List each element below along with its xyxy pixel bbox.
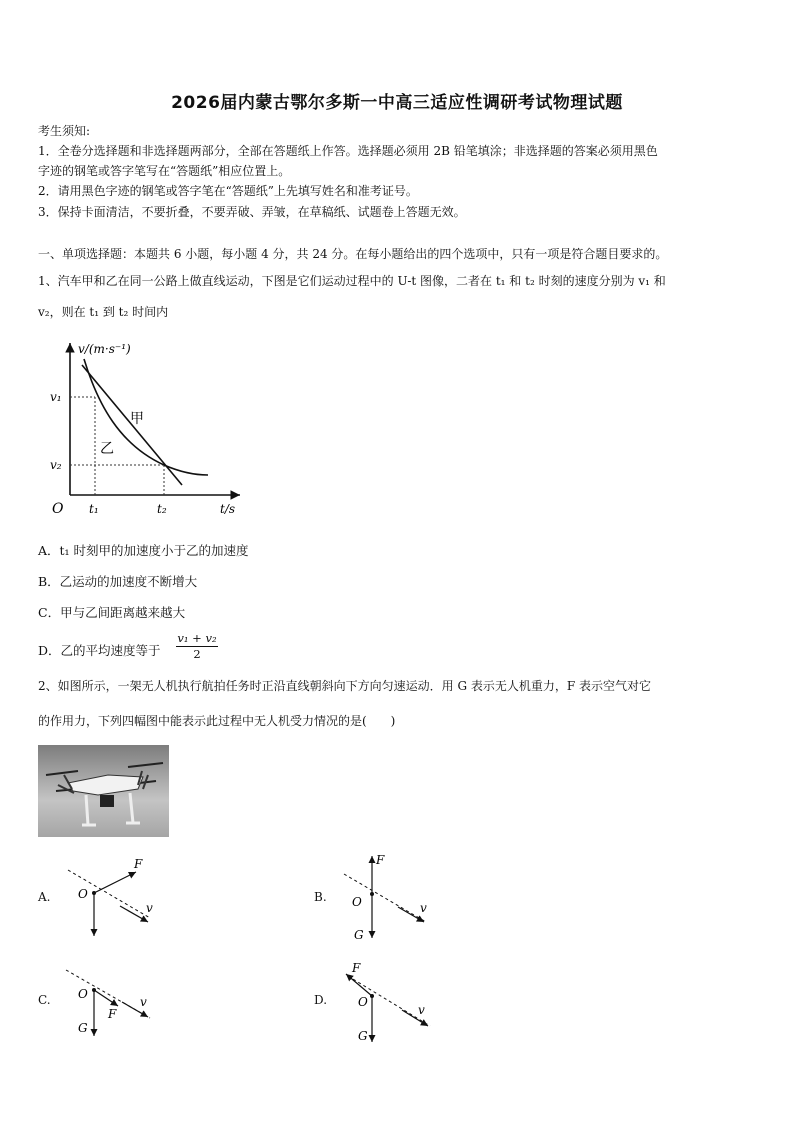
q1-stem-line1: 1、汽车甲和乙在同一公路上做直线运动，下图是它们运动过程中的 U-t 图像，二者在 t₁ 和 t₂ 时刻的速度分别为 v₁ 和 xyxy=(38,274,666,288)
fraction-denominator: 2 xyxy=(193,647,201,661)
diagram-a xyxy=(60,850,170,940)
notice-line-2: 字迹的钢笔或答字笔写在“答题纸”相应位置上。 xyxy=(38,164,291,178)
label-yi: 乙 xyxy=(100,441,114,457)
q2-stem-line2: 的作用力，下列四幅图中能表示此过程中无人机受力情况的是( ) xyxy=(38,714,396,728)
diagram-d xyxy=(338,958,448,1048)
velocity-arrow xyxy=(120,906,148,922)
vt-graph xyxy=(40,335,250,525)
origin-label: O xyxy=(52,501,64,517)
label-jia: 甲 xyxy=(130,411,144,427)
label-o: O xyxy=(78,987,88,1001)
section-heading: 一、单项选择题：本题共 6 小题，每小题 4 分，共 24 分。在每小题给出的四个选项中，只有一项是符合题目要求的。 xyxy=(38,247,668,261)
label-o: O xyxy=(352,895,362,909)
label-f: F xyxy=(108,1007,117,1021)
fraction-numerator: v₁ + v₂ xyxy=(177,631,217,645)
label-g: G xyxy=(354,928,364,942)
t1-label: t₁ xyxy=(89,502,99,516)
q2-option-b-label: B. xyxy=(314,890,327,904)
diagram-c xyxy=(60,962,170,1042)
notice-line-4: 3．保持卡面清洁，不要折叠，不要弄破、弄皱，在草稿纸、试题卷上答题无效。 xyxy=(38,205,466,219)
q2-option-d-label: D. xyxy=(314,993,328,1007)
q2-stem-line1: 2、如图所示，一架无人机执行航拍任务时正沿直线朝斜向下方向匀速运动．用 G 表示无人机重力，F 表示空气对它 xyxy=(38,679,651,693)
notice-heading: 考生须知: xyxy=(38,124,91,138)
force-f-arrow xyxy=(94,872,136,893)
t2-label: t₂ xyxy=(157,502,167,516)
curve-yi xyxy=(84,359,208,475)
x-axis-label: t/s xyxy=(220,502,236,516)
label-o: O xyxy=(358,995,368,1009)
drone-photo xyxy=(38,745,169,837)
label-v: v xyxy=(140,995,147,1009)
y-axis-label: v/(m·s⁻¹) xyxy=(78,342,131,356)
label-g: G xyxy=(358,1029,368,1043)
notice-line-3: 2．请用黑色字迹的钢笔或答字笔在“答题纸”上先填写姓名和准考证号。 xyxy=(38,184,418,198)
q1-option-b: B．乙运动的加速度不断增大 xyxy=(38,574,198,589)
q1-option-d-fraction xyxy=(176,631,218,661)
v1-label: v₁ xyxy=(50,390,62,404)
q1-stem-line2: v₂，则在 t₁ 到 t₂ 时间内 xyxy=(38,305,169,319)
label-g: G xyxy=(78,1021,88,1035)
drone-icon xyxy=(38,745,169,837)
notice-line-1: 1．全卷分选择题和非选择题两部分，全部在答题纸上作答。选择题必须用 2B 铅笔填涂；非选择题的答案必须用黑色 xyxy=(38,144,658,158)
label-f: F xyxy=(376,853,385,867)
page-title: 2026届内蒙古鄂尔多斯一中高三适应性调研考试物理试题 xyxy=(171,93,623,113)
q1-option-c: C．甲与乙间距离越来越大 xyxy=(38,605,186,620)
q2-option-c-label: C. xyxy=(38,993,51,1007)
q2-option-a-label: A. xyxy=(38,890,51,904)
label-f: F xyxy=(352,961,361,975)
label-o: O xyxy=(78,887,88,901)
label-v: v xyxy=(420,901,427,915)
q1-option-a: A．t₁ 时刻甲的加速度小于乙的加速度 xyxy=(38,543,249,558)
label-v: v xyxy=(146,901,153,915)
q1-option-d: D．乙的平均速度等于 xyxy=(38,643,161,658)
force-f-arrow xyxy=(346,974,372,996)
label-v: v xyxy=(418,1003,425,1017)
v2-label: v₂ xyxy=(50,458,62,472)
label-f: F xyxy=(134,857,143,871)
diagram-b xyxy=(338,850,448,945)
